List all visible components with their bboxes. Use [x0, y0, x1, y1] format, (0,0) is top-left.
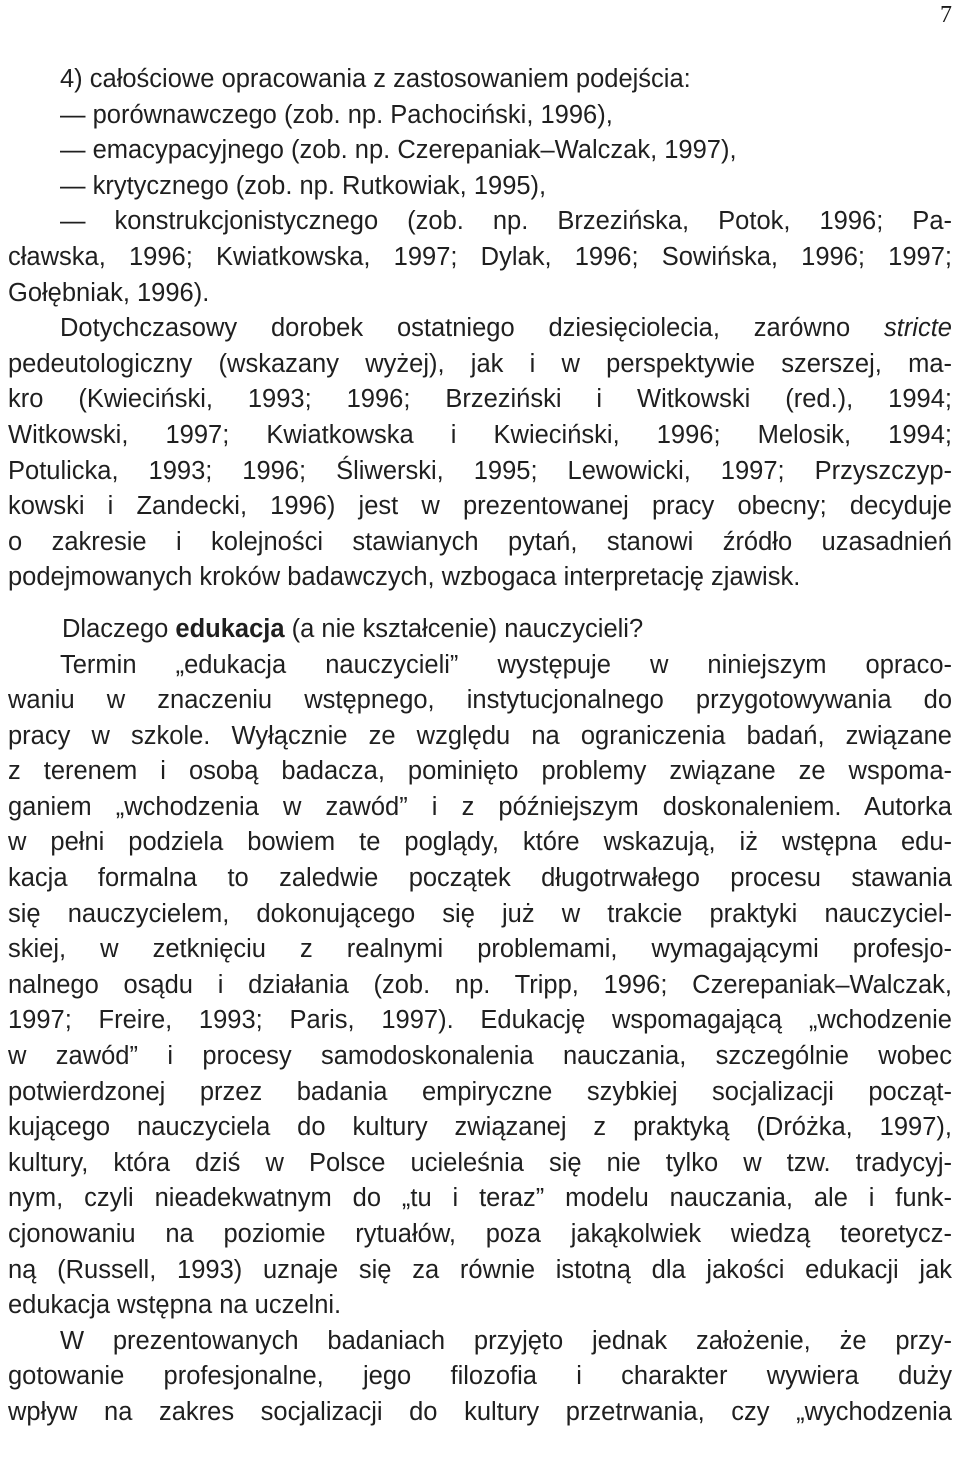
paragraph-line: w pełni podziela bowiem te poglądy, które wskazują, iż wstępna edu-	[8, 828, 952, 857]
heading-text: (a nie kształcenie) nauczycieli?	[284, 614, 644, 643]
paragraph-line: edukacja wstępna na uczelni.	[8, 1291, 342, 1320]
paragraph-line: potwierdzonej przez badania empiryczne szybkiej socjalizacji począt-	[8, 1077, 952, 1106]
paragraph-line: się nauczycielem, dokonującego się już w trakcie praktyki nauczyciel-	[8, 899, 952, 928]
list-intro: 4) całościowe opracowania z zastosowaniem podejścia:	[60, 65, 691, 93]
paragraph-line: pracy w szkole. Wyłącznie ze względu na ograniczenia badań, związane	[8, 721, 952, 750]
paragraph-line: kującego nauczyciela do kultury związanej z praktyką (Dróżka, 1997),	[8, 1113, 952, 1142]
section-heading	[8, 612, 952, 648]
list-item: — krytycznego (zob. np. Rutkowiak, 1995),	[60, 171, 547, 200]
paragraph-line: gotowanie profesjonalne, jego filozofia i charakter wywiera duży	[8, 1362, 952, 1391]
heading-text: Dlaczego	[62, 614, 176, 643]
list-item-continuation: cławska, 1996; Kwiatkowska, 1997; Dylak, 1996; Sowińska, 1996; 1997;	[8, 242, 952, 271]
paragraph-line: cjonowaniu na poziomie rytuałów, poza jakąkolwiek wiedzą teoretycz-	[8, 1220, 952, 1248]
page-body	[8, 62, 952, 1431]
paragraph-line: podejmowanych kroków badawczych, wzbogaca interpretację zjawisk.	[8, 563, 801, 592]
paragraph-line: Termin „edukacja nauczycieli” występuje w niniejszym opraco-	[60, 650, 952, 679]
list-item: — emacypacyjnego (zob. np. Czerepaniak–Walczak, 1997),	[60, 136, 737, 165]
paragraph-text: Dotychczasowy dorobek ostatniego dziesięciolecia, zarówno	[60, 314, 884, 343]
paragraph-line: kultury, która dziś w Polsce ucieleśnia się nie tylko w tzw. tradycyj-	[8, 1148, 952, 1177]
list-item: — konstrukcjonistycznego (zob. np. Brzezińska, Potok, 1996; Pa-	[60, 207, 952, 236]
page-number: 7	[940, 2, 952, 28]
list-item-continuation: Gołębniak, 1996).	[8, 278, 210, 307]
paragraph-line: Witkowski, 1997; Kwiatkowska i Kwieciński, 1996; Melosik, 1994;	[8, 420, 952, 449]
section-gap	[8, 596, 952, 612]
paragraph-line: ganiem „wchodzenia w zawód” i z późniejszym doskonaleniem. Autorka	[8, 792, 952, 821]
paragraph-line: 1997; Freire, 1993; Paris, 1997). Edukację wspomagającą „wchodzenie	[8, 1006, 952, 1035]
paragraph-line	[8, 311, 952, 347]
paragraph-line: wpływ na zakres socjalizacji do kultury przetrwania, czy „wychodzenia	[8, 1397, 952, 1426]
paragraph-line: Potulicka, 1993; 1996; Śliwerski, 1995; Lewowicki, 1997; Przyszczyp-	[8, 456, 952, 485]
paragraph-line: w zawód” i procesy samodoskonalenia nauczania, szczególnie wobec	[8, 1042, 952, 1071]
paragraph-line: kro (Kwieciński, 1993; 1996; Brzeziński i Witkowski (red.), 1994;	[8, 385, 952, 414]
paragraph-line: kowski i Zandecki, 1996) jest w prezentowanej pracy obecny; decyduje	[8, 492, 952, 521]
list-item: — porównawczego (zob. np. Pachociński, 1996),	[60, 100, 613, 129]
paragraph-line: nalnego osądu i działania (zob. np. Tripp, 1996; Czerepaniak–Walczak,	[8, 970, 952, 999]
paragraph-line: kacja formalna to zaledwie początek długotrwałego procesu stawania	[8, 864, 952, 893]
heading-bold-term: edukacja	[175, 614, 285, 643]
paragraph-line: W prezentowanych badaniach przyjęto jednak założenie, że przy-	[60, 1326, 952, 1355]
paragraph-line: o zakresie i kolejności stawianych pytań, stanowi źródło uzasadnień	[8, 527, 952, 556]
paragraph-line: z terenem i osobą badacza, pominięto problemy związane ze wspoma-	[8, 757, 952, 786]
italic-term: stricte	[883, 314, 952, 343]
paragraph-line: ną (Russell, 1993) uznaje się za równie istotną dla jakości edukacji jak	[8, 1255, 952, 1284]
paragraph-line: skiej, w zetknięciu z realnymi problemami, wymagającymi profesjo-	[8, 935, 952, 964]
paragraph-line: waniu w znaczeniu wstępnego, instytucjonalnego przygotowywania do	[8, 686, 952, 715]
paragraph-line: nym, czyli nieadekwatnym do „tu i teraz” modelu nauczania, ale i funk-	[8, 1184, 952, 1213]
paragraph-line: pedeutologiczny (wskazany wyżej), jak i w perspektywie szerszej, ma-	[8, 349, 952, 378]
